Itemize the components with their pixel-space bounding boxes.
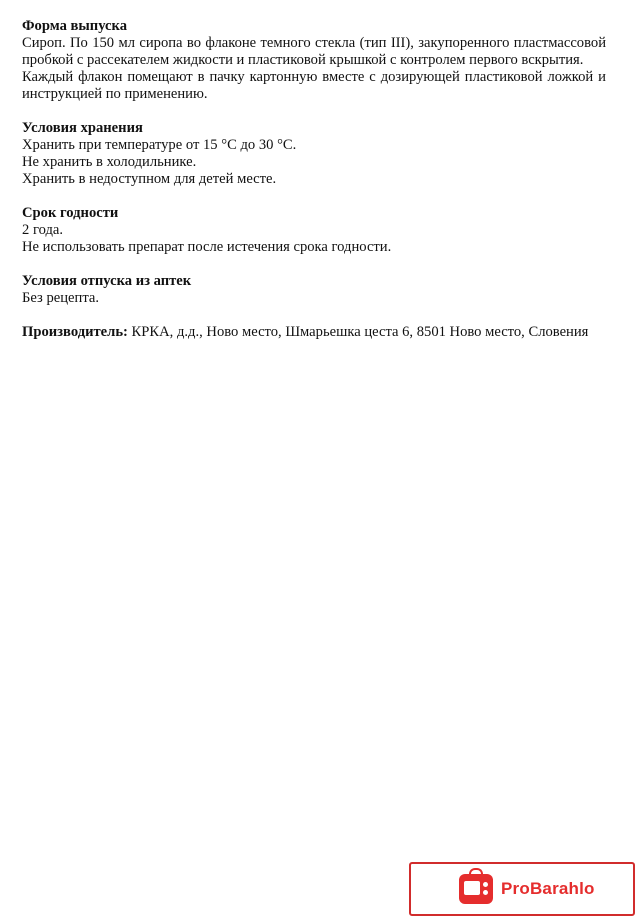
section-line: Без рецепта. (22, 290, 100, 306)
manufacturer-label: Производитель: (22, 324, 128, 340)
section-heading: Форма выпуска (22, 18, 128, 34)
section-shelf-life (22, 205, 606, 256)
section-paragraph: Сироп. По 150 мл сиропа во флаконе темного стекла (тип III), закупоренного пластмассовой пробкой с рассекателем жидкости и пластиковой крышкой с контролем первого вскрытия. (22, 35, 606, 68)
section-heading: Условия хранения (22, 120, 143, 136)
section-storage-conditions (22, 120, 606, 188)
section-manufacturer (22, 324, 606, 341)
section-release-form (22, 18, 606, 103)
manufacturer-text: КРКА, д.д., Ново место, Шмарьешка цеста 6, 8501 Ново место, Словения (127, 324, 589, 340)
section-line: Хранить при температуре от 15 °С до 30 °С. (22, 137, 297, 153)
section-heading: Срок годности (22, 205, 119, 221)
document-page (22, 18, 606, 358)
radio-icon (459, 874, 493, 904)
watermark-badge (409, 862, 635, 916)
watermark-text: ProBarahlo (501, 879, 595, 898)
section-line: 2 года. (22, 222, 63, 238)
section-line: Хранить в недоступном для детей месте. (22, 171, 277, 187)
section-heading: Условия отпуска из аптек (22, 273, 192, 289)
section-line: Не использовать препарат после истечения срока годности. (22, 239, 392, 255)
section-dispensing-conditions (22, 273, 606, 307)
section-paragraph: Каждый флакон помещают в пачку картонную вместе с дозирующей пластиковой ложкой и инструкцией по применению. (22, 69, 606, 102)
section-line: Не хранить в холодильнике. (22, 154, 197, 170)
